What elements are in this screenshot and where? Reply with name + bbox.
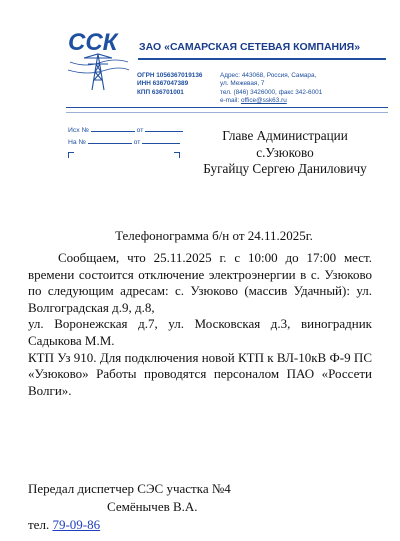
- email-line: [220, 97, 322, 105]
- body-paragraph-2: ул. Воронежская д.7, ул. Московская д.3, виноградник Садыкова М.М.: [28, 316, 372, 348]
- incoming-number-blank: [88, 137, 132, 144]
- letterhead-bottom-rule-thin: [66, 112, 388, 113]
- phone-link[interactable]: 79-09-86: [52, 517, 101, 532]
- incoming-number-line: [68, 137, 183, 149]
- phone-fax: тел. (846) 3426000, факс 342-6001: [220, 88, 323, 96]
- outgoing-number-blank: [91, 125, 135, 132]
- company-logo: [66, 28, 130, 92]
- outgoing-reference-block: [68, 125, 183, 149]
- document-body: [28, 250, 372, 399]
- power-tower-logo-icon: [66, 28, 130, 92]
- incoming-date-blank: [142, 137, 180, 144]
- company-name: ЗАО «САМАРСКАЯ СЕТЕВАЯ КОМПАНИЯ»: [139, 41, 361, 53]
- phone-label: тел.: [28, 517, 53, 532]
- incoming-date-label: от: [133, 139, 141, 146]
- outgoing-date-label: от: [136, 127, 144, 134]
- email-link[interactable]: office@ssk63.ru: [240, 97, 287, 105]
- address-corner-right: [174, 152, 180, 158]
- addressee-name: Бугайцу Сергею Даниловичу: [203, 161, 367, 176]
- address-line-2: ул. Межевая, 7: [220, 80, 265, 88]
- document-title: Телефонограмма б/н от 24.11.2025г.: [115, 228, 313, 243]
- registration-details: [137, 72, 202, 97]
- addressee-position: Главе Администрации: [222, 128, 348, 143]
- address-line-1: Адрес: 443068, Россия, Самара,: [220, 72, 317, 79]
- transmitted-by: Передал диспетчер СЭС участка №4: [28, 481, 231, 496]
- body-paragraph-3: КТП Уз 910. Для подключения новой КТП к ВЛ-10кВ Ф-9 ПС «Узюково» Работы проводятся персоналом ПАО «Россети Волги».: [28, 349, 372, 398]
- inn: ИНН 6367047389: [137, 80, 189, 88]
- phone-line: [28, 517, 100, 533]
- outgoing-number-label: Исх №: [68, 127, 89, 134]
- outgoing-date-blank: [145, 125, 183, 132]
- email-label: e-mail:: [220, 97, 241, 105]
- incoming-number-label: На №: [68, 139, 86, 146]
- addressee-locality: с.Узюково: [256, 144, 314, 160]
- company-contacts: [220, 72, 322, 106]
- body-paragraph-1: Сообщаем, что 25.11.2025 г. с 10:00 до 17:00 мест. времени состоится отключение электроэнергии в с. Узюково по следующим адресам: с. Узюково (массив Удачный): ул. Волгоградская д.9, д.8,: [28, 250, 372, 315]
- address-corner-left: [68, 152, 74, 158]
- outgoing-number-line: [68, 125, 183, 137]
- dispatcher-name: Семёнычев В.А.: [107, 499, 198, 514]
- addressee-block: [190, 128, 380, 178]
- kpp: КПП 636701001: [137, 88, 184, 96]
- letterhead-bottom-rule: [66, 107, 388, 108]
- letterhead-divider: [138, 58, 386, 60]
- ogrn: ОГРН 1056367019136: [137, 72, 203, 79]
- logo-text: ССК: [68, 29, 118, 56]
